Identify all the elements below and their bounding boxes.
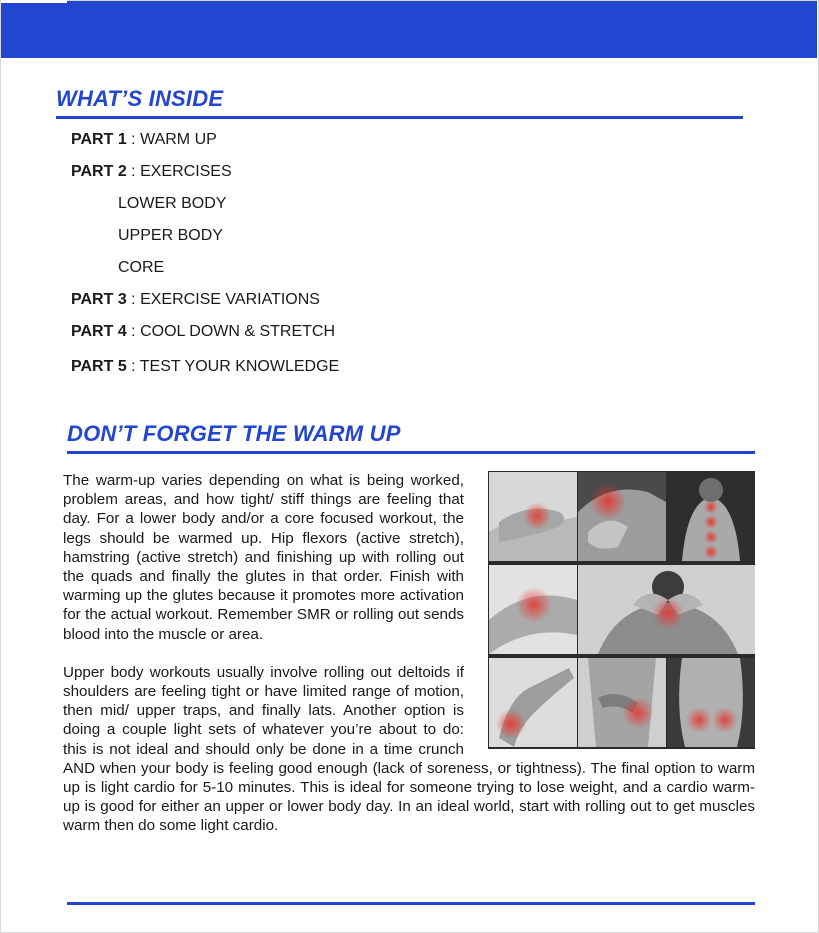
- warm-up-paragraph-1: The warm-up varies depending on what is being worked, problem areas, and how tight/ stiff things are feeling that day. For a lower body and/or a core focused workout, the legs should be warmed up. Hip flexors (active stretch), hamstring (active stretch) and finishing up with rolling out the quads and finally the glutes in that order. Finish with warming up the glutes because it promotes more activation for the actual workout. Remember SMR or rolling out sends blood into the muscle or area.: [63, 472, 464, 643]
- toc-sub-upper-body[interactable]: UPPER BODY: [118, 227, 223, 244]
- toc-part-text: EXERCISES: [140, 163, 232, 180]
- toc-part-4[interactable]: [71, 323, 335, 341]
- warm-up-paragraph-2: Upper body workouts usually involve rolling out deltoids if shoulders are feeling tight or have limited range of motion, then mid/ upper traps, and finally lats. Another option is doing a couple light sets of whatever you’re about to do: this is not ideal and should only be done in a time crunch AND when your body is feeling good enough (lack of soreness, or tightness). The final option to warm up is light cardio for 5-10 minutes. This is ideal for someone trying to lose weight, and a cardio warm-up is good for either an upper or lower body day. In an ideal world, start with rolling out to get muscles warm then do some light cardio.: [63, 663, 755, 835]
- toc-part-text: TEST YOUR KNOWLEDGE: [139, 358, 340, 375]
- shoulder-pain-photo: [578, 472, 666, 561]
- toc-part-text: EXERCISE VARIATIONS: [140, 291, 320, 308]
- lower-back-pain-photo: [578, 658, 666, 747]
- footer-rule: [67, 902, 755, 905]
- whats-inside-rule: [56, 116, 743, 119]
- toc-separator: :: [126, 358, 140, 375]
- warm-up-body: [63, 471, 755, 836]
- whats-inside-title: WHAT’S INSIDE: [56, 86, 224, 111]
- wrist-pain-photo: [489, 472, 577, 561]
- top-banner: [1, 1, 817, 58]
- warm-up-rule: [67, 451, 755, 454]
- elbow-pain-photo: [489, 658, 577, 747]
- toc-sub-lower-body[interactable]: LOWER BODY: [118, 195, 227, 212]
- neck-pain-photo: [578, 565, 755, 654]
- spine-pain-photo: [667, 472, 755, 561]
- knee-pain-photo: [489, 565, 577, 654]
- toc-part-label: PART 2: [71, 163, 127, 180]
- toc-separator: :: [126, 131, 141, 148]
- toc-separator: :: [126, 291, 141, 308]
- toc-part-label: PART 1: [71, 131, 127, 148]
- toc-separator: :: [126, 163, 141, 180]
- toc-part-label: PART 4: [71, 323, 127, 340]
- toc-separator: :: [126, 323, 141, 340]
- toc-part-label: PART 5: [71, 358, 127, 375]
- toc-part-3[interactable]: [71, 291, 320, 309]
- warm-up-title: DON’T FORGET THE WARM UP: [67, 421, 401, 446]
- toc-sub-core[interactable]: CORE: [118, 259, 165, 276]
- toc-part-5[interactable]: [71, 358, 339, 376]
- toc-part-2[interactable]: [71, 163, 232, 181]
- body-pain-photo-collage: [488, 471, 755, 749]
- toc-part-label: PART 3: [71, 291, 127, 308]
- toc-part-text: WARM UP: [140, 131, 217, 148]
- toc-part-1[interactable]: [71, 131, 217, 149]
- hip-pain-photo: [667, 658, 755, 747]
- banner-notch: [1, 0, 67, 3]
- toc-part-text: COOL DOWN & STRETCH: [140, 323, 336, 340]
